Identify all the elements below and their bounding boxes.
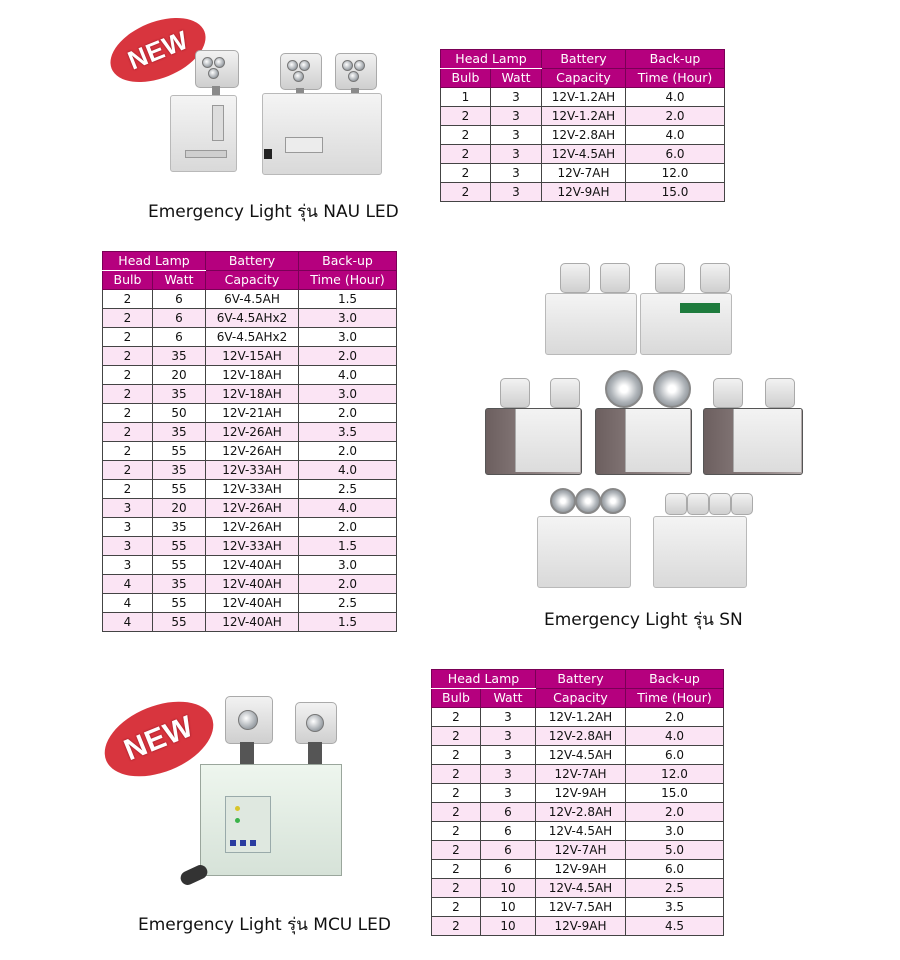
bulb-cell: 2 [432,727,481,746]
bulb-cell: 2 [103,461,153,480]
capacity-cell: 12V-26AH [206,423,299,442]
mcu-table-row [432,708,724,727]
backup-header: Back-up [626,50,725,69]
bulb-cell: 2 [441,126,491,145]
time-cell: 2.0 [299,575,397,594]
sn-table-row [103,366,397,385]
sn-table-row [103,594,397,613]
capacity-cell: 12V-9AH [536,784,626,803]
sn-table-row [103,537,397,556]
watt-cell: 35 [153,575,206,594]
time-cell: 2.0 [299,518,397,537]
watt-cell: 3 [491,164,542,183]
nau-caption: Emergency Light รุ่น NAU LED [148,202,399,222]
watt-cell: 10 [481,879,536,898]
bulb-cell: 2 [432,898,481,917]
capacity-cell: 12V-9AH [536,917,626,936]
time-header: Time (Hour) [626,689,724,708]
sn-table-row [103,480,397,499]
nau-table-row [441,183,725,202]
bulb-cell: 2 [103,309,153,328]
capacity-cell: 12V-9AH [542,183,626,202]
nau-table-row [441,107,725,126]
capacity-cell: 12V-33AH [206,461,299,480]
mcu-spec-table [431,669,724,936]
battery-header: Battery [206,252,299,271]
battery-header: Battery [536,670,626,689]
capacity-cell: 12V-40AH [206,594,299,613]
watt-cell: 6 [481,841,536,860]
watt-cell: 20 [153,366,206,385]
bulb-cell: 3 [103,518,153,537]
bulb-header: Bulb [432,689,481,708]
battery-header: Battery [542,50,626,69]
watt-header: Watt [481,689,536,708]
capacity-cell: 12V-15AH [206,347,299,366]
time-cell: 2.0 [626,107,725,126]
sn-product-image [475,258,810,593]
bulb-cell: 2 [432,746,481,765]
head-lamp-header: Head Lamp [441,50,542,69]
new-badge: NEW [94,687,224,791]
bulb-cell: 2 [441,145,491,164]
bulb-cell: 3 [103,537,153,556]
capacity-cell: 12V-7AH [536,841,626,860]
sn-table-row [103,613,397,632]
time-cell: 15.0 [626,183,725,202]
capacity-cell: 12V-18AH [206,385,299,404]
capacity-cell: 12V-33AH [206,480,299,499]
sn-caption: Emergency Light รุ่น SN [544,610,743,630]
nau-spec-table [440,49,725,202]
nau-table-row [441,126,725,145]
time-cell: 6.0 [626,746,724,765]
bulb-cell: 2 [103,404,153,423]
capacity-cell: 12V-40AH [206,613,299,632]
mcu-table-row [432,822,724,841]
nau-table-row [441,145,725,164]
bulb-cell: 2 [103,347,153,366]
bulb-cell: 2 [432,879,481,898]
bulb-cell: 2 [432,917,481,936]
capacity-cell: 12V-2.8AH [536,727,626,746]
sn-spec-table [102,251,397,632]
time-cell: 6.0 [626,145,725,164]
bulb-cell: 2 [103,366,153,385]
capacity-cell: 6V-4.5AHx2 [206,328,299,347]
capacity-cell: 12V-40AH [206,575,299,594]
capacity-cell: 12V-4.5AH [536,746,626,765]
mcu-table-row [432,917,724,936]
new-badge: NEW [101,5,215,94]
capacity-cell: 12V-4.5AH [536,879,626,898]
watt-cell: 6 [481,860,536,879]
watt-cell: 3 [481,784,536,803]
time-cell: 2.5 [299,594,397,613]
bulb-cell: 2 [103,290,153,309]
watt-header: Watt [491,69,542,88]
time-cell: 4.0 [626,727,724,746]
sn-table-row [103,347,397,366]
capacity-cell: 12V-7.5AH [536,898,626,917]
mcu-table-row [432,803,724,822]
capacity-cell: 12V-9AH [536,860,626,879]
time-cell: 2.5 [626,879,724,898]
nau-table-row [441,88,725,107]
bulb-cell: 2 [432,708,481,727]
capacity-cell: 6V-4.5AHx2 [206,309,299,328]
watt-cell: 55 [153,537,206,556]
bulb-cell: 2 [103,442,153,461]
watt-header: Watt [153,271,206,290]
time-cell: 3.0 [299,385,397,404]
watt-cell: 50 [153,404,206,423]
time-header: Time (Hour) [626,69,725,88]
sn-table-row [103,461,397,480]
sn-table-row [103,442,397,461]
time-cell: 4.0 [626,88,725,107]
sn-table-row [103,309,397,328]
time-cell: 4.0 [626,126,725,145]
sn-table-row [103,328,397,347]
mcu-table-row [432,841,724,860]
time-cell: 3.0 [299,556,397,575]
watt-cell: 3 [481,746,536,765]
bulb-cell: 4 [103,613,153,632]
time-cell: 3.0 [299,328,397,347]
time-cell: 12.0 [626,765,724,784]
time-cell: 3.5 [299,423,397,442]
watt-cell: 35 [153,347,206,366]
time-cell: 6.0 [626,860,724,879]
capacity-cell: 12V-2.8AH [542,126,626,145]
mcu-table-row [432,784,724,803]
bulb-cell: 4 [103,594,153,613]
sn-table-row [103,290,397,309]
time-cell: 1.5 [299,613,397,632]
watt-cell: 55 [153,480,206,499]
bulb-cell: 2 [432,784,481,803]
time-cell: 2.0 [299,347,397,366]
mcu-table-row [432,727,724,746]
mcu-table-row [432,746,724,765]
bulb-cell: 2 [441,107,491,126]
time-cell: 4.0 [299,499,397,518]
bulb-cell: 2 [432,822,481,841]
head-lamp-header: Head Lamp [432,670,536,689]
bulb-cell: 2 [103,480,153,499]
watt-cell: 3 [491,88,542,107]
time-cell: 2.0 [626,803,724,822]
watt-cell: 6 [481,803,536,822]
time-header: Time (Hour) [299,271,397,290]
watt-cell: 3 [481,727,536,746]
watt-cell: 55 [153,556,206,575]
capacity-cell: 12V-26AH [206,442,299,461]
watt-cell: 55 [153,613,206,632]
watt-cell: 20 [153,499,206,518]
time-cell: 1.5 [299,537,397,556]
watt-cell: 3 [481,708,536,727]
mcu-table-row [432,860,724,879]
backup-header: Back-up [299,252,397,271]
capacity-cell: 12V-33AH [206,537,299,556]
capacity-header: Capacity [542,69,626,88]
bulb-cell: 2 [432,803,481,822]
watt-cell: 3 [491,183,542,202]
capacity-cell: 12V-26AH [206,499,299,518]
sn-table-row [103,556,397,575]
bulb-cell: 2 [103,423,153,442]
time-cell: 4.5 [626,917,724,936]
capacity-cell: 12V-1.2AH [542,88,626,107]
watt-cell: 35 [153,461,206,480]
watt-cell: 55 [153,442,206,461]
time-cell: 5.0 [626,841,724,860]
watt-cell: 3 [491,126,542,145]
time-cell: 4.0 [299,461,397,480]
mcu-caption: Emergency Light รุ่น MCU LED [138,915,391,935]
sn-table-row [103,518,397,537]
capacity-cell: 12V-40AH [206,556,299,575]
sn-table-row [103,423,397,442]
watt-cell: 10 [481,917,536,936]
bulb-cell: 1 [441,88,491,107]
watt-cell: 55 [153,594,206,613]
bulb-cell: 2 [103,328,153,347]
bulb-cell: 2 [441,183,491,202]
time-cell: 12.0 [626,164,725,183]
nau-product-image [150,45,390,180]
bulb-cell: 2 [432,841,481,860]
watt-cell: 3 [491,107,542,126]
watt-cell: 6 [153,309,206,328]
bulb-header: Bulb [103,271,153,290]
mcu-table-row [432,898,724,917]
time-cell: 2.5 [299,480,397,499]
watt-cell: 35 [153,385,206,404]
time-cell: 4.0 [299,366,397,385]
time-cell: 2.0 [299,442,397,461]
watt-cell: 6 [481,822,536,841]
capacity-cell: 12V-4.5AH [542,145,626,164]
watt-cell: 3 [481,765,536,784]
capacity-cell: 12V-21AH [206,404,299,423]
time-cell: 3.0 [299,309,397,328]
capacity-cell: 6V-4.5AH [206,290,299,309]
watt-cell: 10 [481,898,536,917]
watt-cell: 6 [153,290,206,309]
bulb-cell: 4 [103,575,153,594]
bulb-cell: 2 [432,860,481,879]
bulb-header: Bulb [441,69,491,88]
bulb-cell: 2 [441,164,491,183]
capacity-cell: 12V-4.5AH [536,822,626,841]
time-cell: 2.0 [626,708,724,727]
mcu-table-row [432,879,724,898]
sn-table-row [103,385,397,404]
time-cell: 1.5 [299,290,397,309]
time-cell: 15.0 [626,784,724,803]
time-cell: 3.0 [626,822,724,841]
capacity-cell: 12V-1.2AH [536,708,626,727]
capacity-cell: 12V-1.2AH [542,107,626,126]
bulb-cell: 3 [103,499,153,518]
capacity-cell: 12V-7AH [536,765,626,784]
bulb-cell: 3 [103,556,153,575]
watt-cell: 6 [153,328,206,347]
bulb-cell: 2 [103,385,153,404]
backup-header: Back-up [626,670,724,689]
capacity-header: Capacity [536,689,626,708]
capacity-cell: 12V-18AH [206,366,299,385]
watt-cell: 3 [491,145,542,164]
watt-cell: 35 [153,423,206,442]
capacity-cell: 12V-26AH [206,518,299,537]
head-lamp-header: Head Lamp [103,252,206,271]
time-cell: 2.0 [299,404,397,423]
bulb-cell: 2 [432,765,481,784]
nau-table-row [441,164,725,183]
watt-cell: 35 [153,518,206,537]
capacity-cell: 12V-7AH [542,164,626,183]
sn-table-row [103,404,397,423]
time-cell: 3.5 [626,898,724,917]
mcu-table-row [432,765,724,784]
sn-table-row [103,575,397,594]
capacity-cell: 12V-2.8AH [536,803,626,822]
capacity-header: Capacity [206,271,299,290]
sn-table-row [103,499,397,518]
